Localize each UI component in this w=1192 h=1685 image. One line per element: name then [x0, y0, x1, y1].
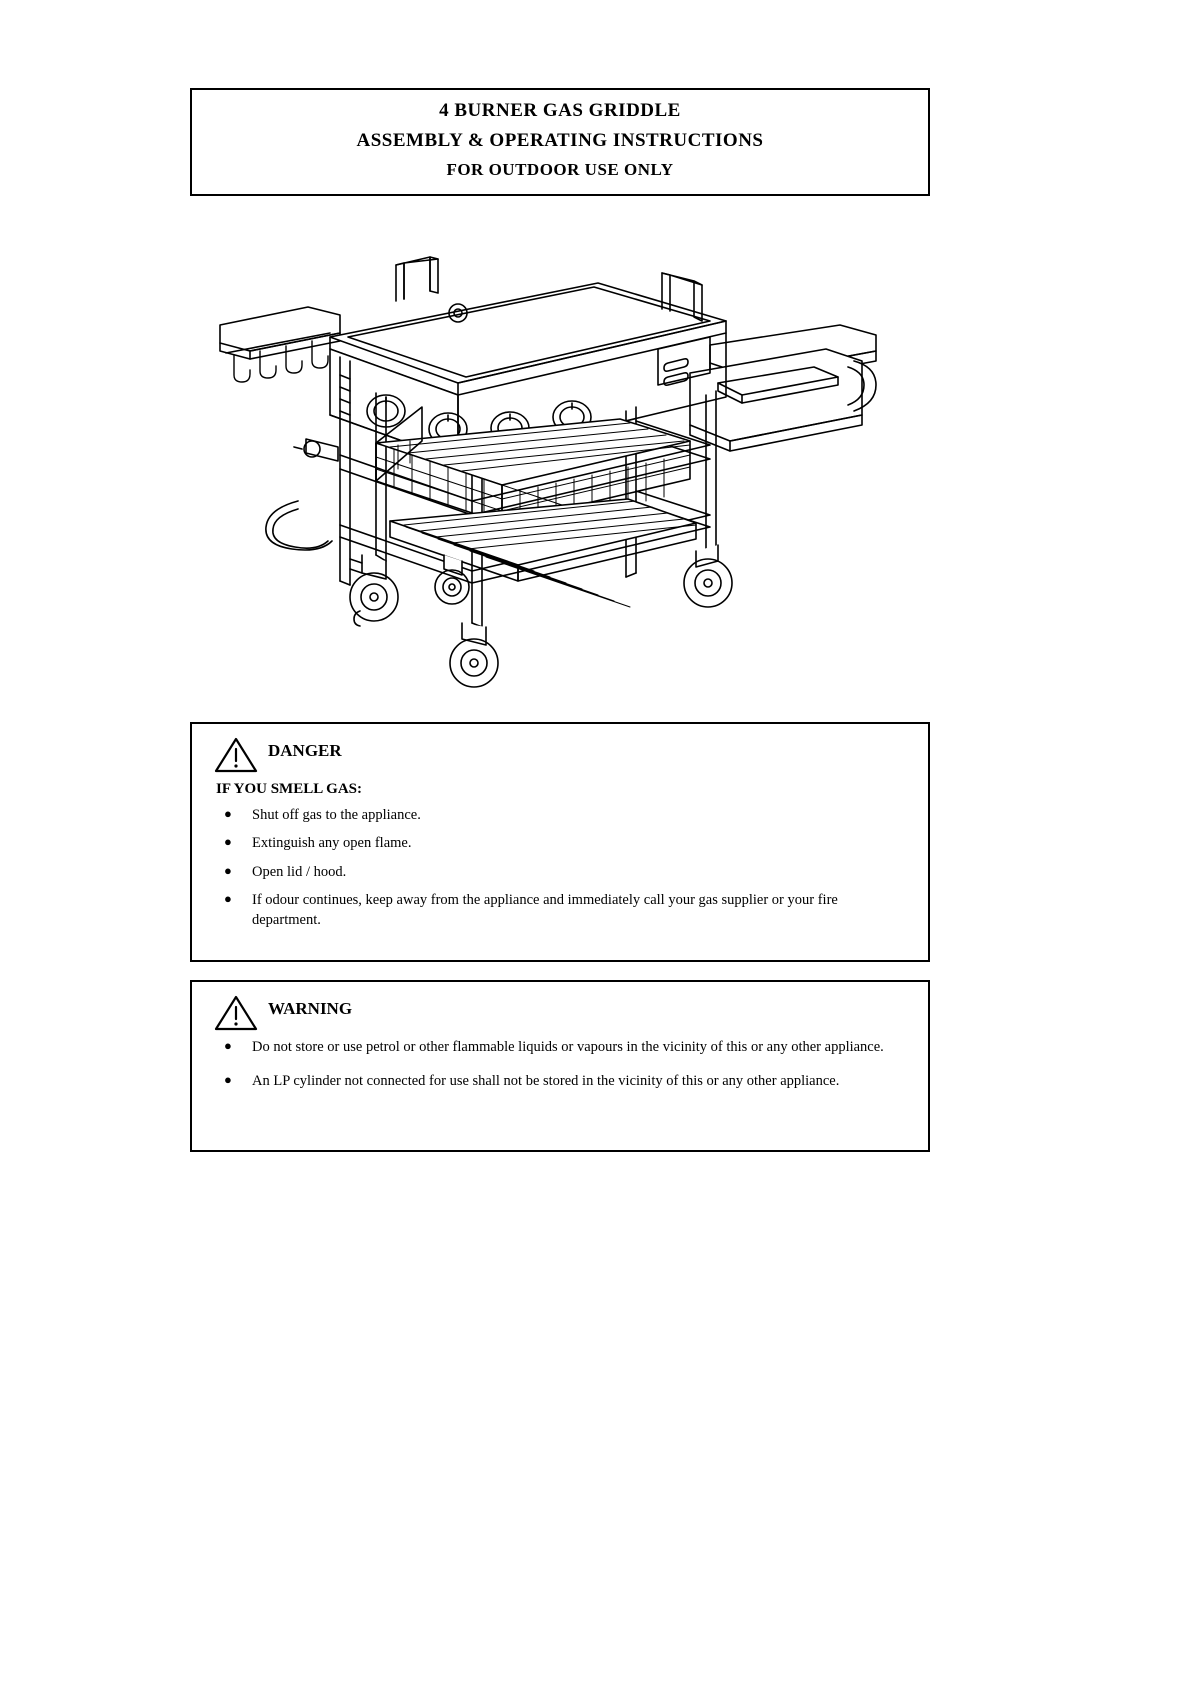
- warning-triangle-icon: [214, 994, 258, 1032]
- danger-header: [192, 724, 928, 774]
- list-item: ● Shut off gas to the appliance.: [236, 806, 898, 826]
- title-box: [190, 88, 930, 196]
- warning-triangle-icon: [214, 736, 258, 774]
- list-item: ● Do not store or use petrol or other flammable liquids or vapours in the vicinity of this or any other appliance.: [236, 1038, 898, 1058]
- title-line-1: 4 BURNER GAS GRIDDLE: [439, 100, 681, 121]
- warning-header: [192, 982, 928, 1032]
- warning-title: WARNING: [268, 999, 353, 1018]
- danger-bullet-list: [192, 800, 928, 931]
- title-line-3: FOR OUTDOOR USE ONLY: [446, 160, 674, 179]
- danger-subtitle: IF YOU SMELL GAS:: [216, 781, 362, 797]
- gas-griddle-product-illustration: [190, 225, 950, 690]
- general-warning-box: [190, 980, 930, 1152]
- list-item: ● If odour continues, keep away from the appliance and immediately call your gas supplier or your fire department.: [236, 891, 898, 930]
- list-item: ● Extinguish any open flame.: [236, 834, 898, 854]
- list-item: ● An LP cylinder not connected for use shall not be stored in the vicinity of this or any other appliance.: [236, 1072, 898, 1092]
- title-line-2: ASSEMBLY & OPERATING INSTRUCTIONS: [356, 130, 764, 151]
- list-item: ● Open lid / hood.: [236, 863, 898, 883]
- danger-title: DANGER: [268, 741, 342, 760]
- warning-bullet-list: [192, 1032, 928, 1091]
- danger-warning-box: [190, 722, 930, 962]
